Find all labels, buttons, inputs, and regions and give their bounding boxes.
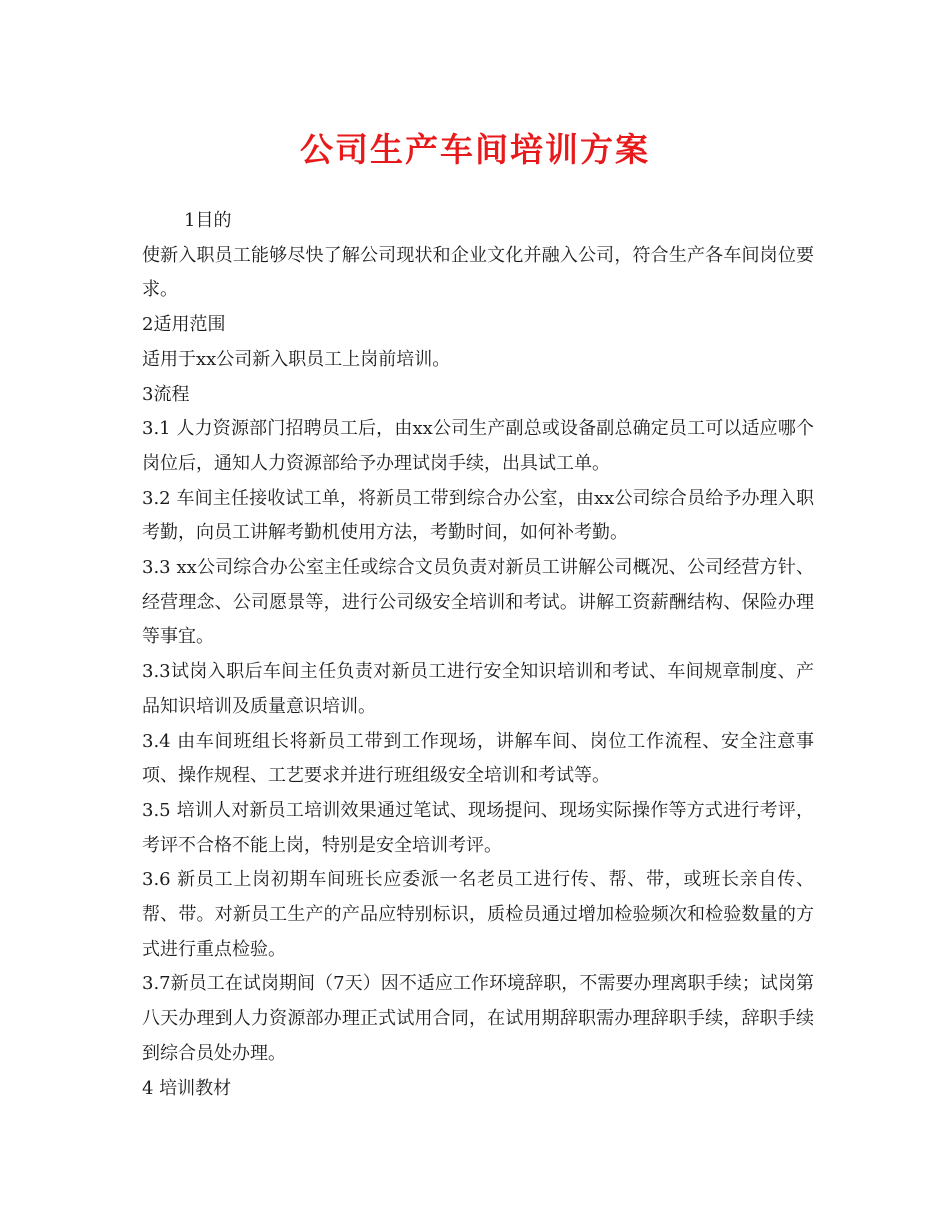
paragraph-step-3-7: 3.7新员工在试岗期间（7天）因不适应工作环境辞职，不需要办理离职手续；试岗第八天办理到人力资源部办理正式试用合同，在试用期辞职需办理辞职手续，辞职手续到综合员处办理。	[142, 973, 814, 1064]
paragraph-step-3-2: 3.2 车间主任接收试工单，将新员工带到综合办公室，由xx公司综合员给予办理入职考勤，向员工讲解考勤机使用方法，考勤时间，如何补考勤。	[142, 487, 814, 544]
section-heading-materials: 4 培训教材	[142, 1077, 232, 1099]
document-body	[142, 204, 814, 1106]
paragraph-step-3-3: 3.3 xx公司综合办公室主任或综合文员负责对新员工讲解公司概况、公司经营方针、经营理念、公司愿景等，进行公司级安全培训和考试。讲解工资薪酬结构、保险办理等事宜。	[142, 557, 814, 648]
paragraph-step-3-3-trial: 3.3试岗入职后车间主任负责对新员工进行安全知识培训和考试、车间规章制度、产品知识培训及质量意识培训。	[142, 661, 814, 717]
document-title: 公司生产车间培训方案	[300, 130, 650, 169]
paragraph-step-3-1: 3.1 人力资源部门招聘员工后，由xx公司生产副总或设备副总确定员工可以适应哪个岗位后，通知人力资源部给予办理试岗手续，出具试工单。	[142, 418, 814, 474]
paragraph-step-3-5: 3.5 培训人对新员工培训效果通过笔试、现场提问、现场实际操作等方式进行考评，考评不合格不能上岗，特别是安全培训考评。	[142, 799, 814, 856]
paragraph-step-3-4: 3.4 由车间班组长将新员工带到工作现场，讲解车间、岗位工作流程、安全注意事项、操作规程、工艺要求并进行班组级安全培训和考试等。	[142, 730, 814, 787]
paragraph-step-3-6: 3.6 新员工上岗初期车间班长应委派一名老员工进行传、帮、带，或班长亲自传、帮、带。对新员工生产的产品应特别标识，质检员通过增加检验频次和检验数量的方式进行重点检验。	[142, 869, 814, 960]
section-heading-scope: 2适用范围	[142, 314, 226, 336]
paragraph-purpose: 使新入职员工能够尽快了解公司现状和企业文化并融入公司，符合生产各车间岗位要求。	[142, 244, 814, 301]
section-heading-purpose: 1目的	[184, 210, 232, 231]
section-heading-process: 3流程	[142, 383, 190, 405]
paragraph-scope: 适用于xx公司新入职员工上岗前培训。	[142, 348, 451, 370]
